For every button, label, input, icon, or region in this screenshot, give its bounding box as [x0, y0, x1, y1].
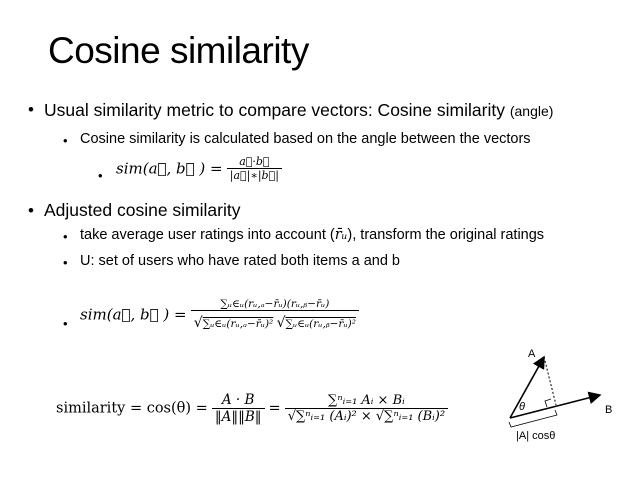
formula-numerator: a⃗·b⃗ — [239, 155, 270, 168]
bullet-usual-similarity — [44, 100, 553, 121]
formula-denominator: ‖A‖‖B‖ — [212, 408, 265, 425]
formula-denominator: √∑ⁿᵢ₌₁ (Aᵢ)² × √∑ⁿᵢ₌₁ (Bᵢ)² — [285, 408, 448, 424]
sub-bullet-dot: • — [63, 255, 68, 270]
vector-angle-diagram — [490, 340, 630, 445]
formula-cosine-definition — [56, 392, 448, 425]
bullet-note: (angle) — [509, 103, 554, 119]
sqrt-icon: √ — [276, 315, 286, 331]
formula-numerator: ∑ⁿᵢ₌₁ Aᵢ × Bᵢ — [328, 393, 405, 408]
mean-rating-symbol: r̄ᵤ — [334, 227, 348, 243]
formula-den-left: ∑ᵤ∈ᵤ(rᵤ,ₐ−r̄ᵤ)² — [202, 318, 274, 330]
formula-cosine-sim — [116, 155, 282, 182]
right-angle-marker — [545, 399, 551, 407]
slide-title: Cosine similarity — [48, 30, 309, 71]
formula-fraction-2 — [285, 393, 448, 424]
sub-bullet-dot: • — [63, 229, 68, 244]
bullet-dot: • — [28, 100, 34, 119]
vector-a-arrow — [510, 357, 544, 418]
sub-bullet-user-set: U: set of users who have rated both items a and b — [80, 253, 400, 269]
formula-fraction — [227, 155, 282, 182]
formula-lhs: similarity = cos(θ) = — [56, 400, 208, 417]
bullet-text: Usual similarity metric to compare vectors: Cosine similarity — [44, 100, 505, 120]
bullet-adjusted-cosine: Adjusted cosine similarity — [44, 200, 241, 220]
formula-numerator: A · B — [221, 392, 255, 408]
label-a: A — [528, 348, 536, 360]
formula-numerator: ∑ᵤ∈ᵤ(rᵤ,ₐ−r̄ᵤ)(rᵤ,ᵦ−r̄ᵤ) — [220, 298, 330, 310]
formula-denominator — [191, 310, 359, 331]
label-projection: |A| cosθ — [516, 430, 556, 442]
formula-fraction — [191, 298, 359, 331]
formula-lhs: sim(a⃗, b⃗ ) = — [116, 159, 223, 178]
sub-bullet-average-ratings — [80, 227, 544, 243]
text-part: ), transform the original ratings — [347, 227, 545, 243]
formula-lhs: sim(a⃗, b⃗ ) = — [80, 305, 187, 324]
projection-line — [544, 357, 556, 405]
sub-bullet-cosine-angle: Cosine similarity is calculated based on the angle between the vectors — [80, 131, 531, 147]
formula-fraction-1 — [212, 392, 265, 425]
sqrt-icon: √ — [193, 315, 203, 331]
formula-equals: = — [268, 400, 281, 417]
formula-adjusted-cosine — [80, 298, 359, 331]
sub-bullet-dot: • — [63, 133, 68, 148]
sub-bullet-dot: • — [98, 168, 103, 183]
formula-denominator: |a⃗|∗|b⃗| — [227, 168, 282, 182]
sub-bullet-dot: • — [63, 316, 68, 331]
bullet-dot: • — [28, 201, 34, 220]
label-theta: θ — [519, 401, 525, 413]
label-b: B — [605, 404, 613, 416]
formula-den-right: ∑ᵤ∈ᵤ(rᵤ,ᵦ−r̄ᵤ)² — [285, 318, 356, 330]
text-part: take average user ratings into account ( — [80, 227, 335, 243]
